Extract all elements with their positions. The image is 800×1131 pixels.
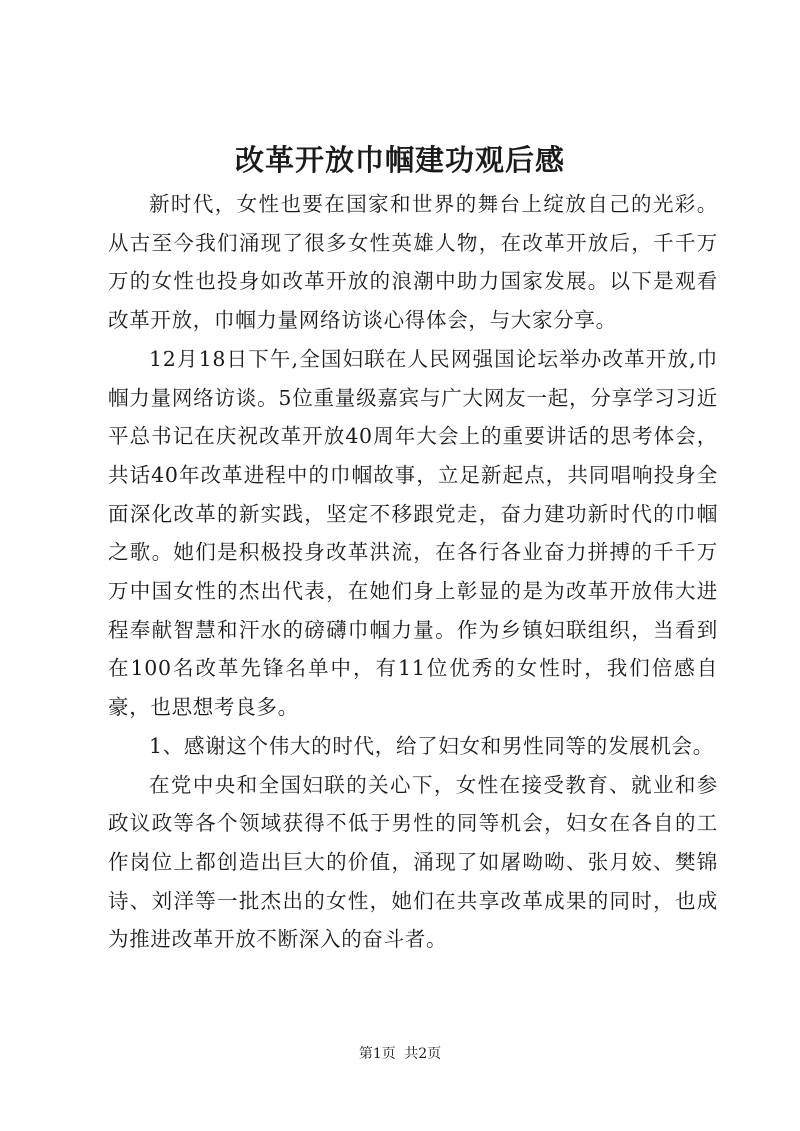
page-number: 第1页 <box>358 1046 396 1062</box>
paragraph-interview: 12月18日下午,全国妇联在人民网强国论坛举办改革开放,巾帼力量网络访谈。5位重量级嘉宾与广大网友一起，分享学习习近平总书记在庆祝改革开放40周年大会上的重要讲话的思考体会，共话40年改革进程中的巾帼故事，立足新起点，共同唱响投身全面深化改革的新实践，坚定不移跟党走，奋力建功新时代的巾帼之歌。她们是积极投身改革洪流，在各行各业奋力拼搏的千千万万中国女性的杰出代表，在她们身上彰显的是为改革开放伟大进程奉献智慧和汗水的磅礴巾帼力量。作为乡镇妇联组织，当看到在100名改革先锋名单中，有11位优秀的女性时，我们倍感自豪，也思想考良多。 <box>108 346 718 720</box>
document-body <box>108 185 718 959</box>
paragraph-point-1-body: 在党中央和全国妇联的关心下，女性在接受教育、就业和参政议政等各个领域获得不低于男性的同等机会，妇女在各自的工作岗位上都创造出巨大的价值，涌现了如屠呦呦、张月姣、樊锦诗、刘洋等一批杰出的女性，她们在共享改革成果的同时，也成为推进改革开放不断深入的奋斗者。 <box>108 772 718 952</box>
paragraph-point-1-heading: 1、感谢这个伟大的时代，给了妇女和男性同等的发展机会。 <box>149 733 714 758</box>
paragraph-intro: 新时代，女性也要在国家和世界的舞台上绽放自己的光彩。从古至今我们涌现了很多女性英雄人物，在改革开放后，千千万万的女性也投身如改革开放的浪潮中助力国家发展。以下是观看改革开放，巾帼力量网络访谈心得体会，与大家分享。 <box>108 192 718 333</box>
page-total: 共2页 <box>404 1046 442 1062</box>
document-title: 改革开放巾帼建功观后感 <box>234 143 565 177</box>
page-footer <box>0 1044 800 1064</box>
